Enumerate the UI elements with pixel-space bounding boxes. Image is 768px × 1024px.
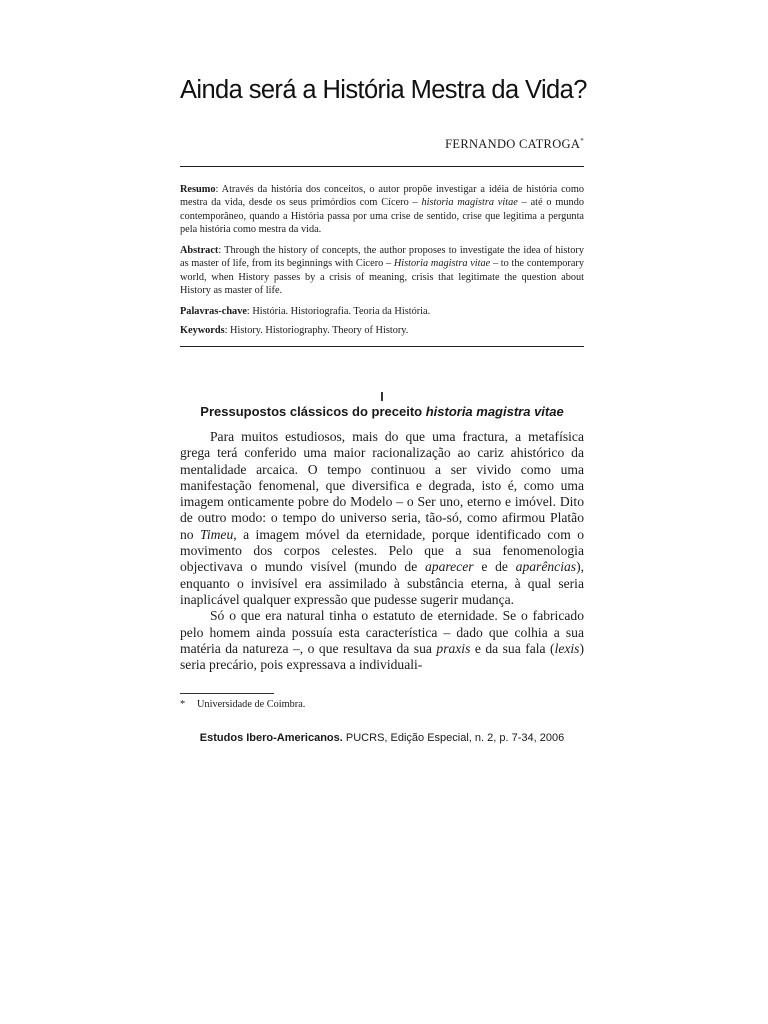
journal-details: PUCRS, Edição Especial, n. 2, p. 7-34, 2006 (342, 732, 565, 744)
p1-text-c: e de (473, 559, 516, 575)
body-paragraph-2 (180, 608, 584, 673)
keywords-portuguese (180, 305, 584, 318)
p2-text-c: ) seria precário, pois expressava a individuali- (180, 640, 585, 673)
footnote-mark: * (180, 699, 186, 710)
journal-footer (180, 732, 584, 744)
resumo-text: : Através da história dos conceitos, o autor propõe investigar a idéia de história como mestra da vida, desde os seus primórdios com Cícero – (180, 184, 584, 209)
abstract-label: Abstract (180, 245, 219, 256)
abstract-top-rule (180, 166, 584, 167)
body-paragraph-1 (180, 429, 584, 608)
p1-text-d: ), enquanto o invisível era assimilado à substância eterna, à qual seria inaplicável qualquer expressão que pudesse sugerir mudança. (180, 559, 585, 607)
resumo-paragraph (180, 183, 584, 236)
section-title-text: Pressupostos clássicos do preceito (200, 404, 426, 419)
article-title: Ainda será a História Mestra da Vida? (180, 76, 587, 104)
abstract-bottom-rule (180, 346, 584, 347)
p1-italic-aparencias: aparências (515, 559, 577, 575)
p2-text-b: e da sua fala ( (470, 640, 555, 656)
resumo-label: Resumo (180, 184, 216, 195)
p1-text-b: , a imagem móvel da eternidade, porque identificado com o movimento dos corpos celestes. Pelo que a sua fenomenologia objectivava o mundo visível (mundo de (180, 526, 584, 575)
p1-text-a: Para muitos estudiosos, mais do que uma fractura, a metafísica grega terá conferido uma maior racionalização ao cariz ahistórico da mentalidade arcaica. O tempo continuou a ser vivido como uma manifestação fenomenal, que diversifica e degrada, isto é, como uma imagem onticamente pobre do Modelo – o Ser uno, eterno e imóvel. Dito de outro modo: o tempo do universo seria, tão-só, como afirmou Platão no (180, 429, 584, 542)
keywords-pt-text: : História. Historiografia. Teoria da História. (246, 306, 431, 317)
keywords-pt-label: Palavras-chave (180, 306, 247, 317)
section-title-italic: historia magistra vitae (425, 404, 564, 419)
keywords-en-label: Keywords (180, 325, 225, 336)
abstract-italic-term: Historia magistra vitae (393, 258, 491, 270)
footnote (180, 699, 584, 710)
body-text (180, 429, 584, 673)
author-name-text: FERNANDO CATROGA (445, 137, 581, 152)
section-title (180, 404, 584, 419)
keywords-en-text: : History. Historiography. Theory of History. (224, 325, 409, 336)
p2-text-a: Só o que era natural tinha o estatuto de eternidade. Se o fabricado pelo homem ainda possuía esta característica – dado que colhia a sua matéria da natureza –, o que resultava da sua (180, 608, 584, 656)
p2-italic-lexis: lexis (554, 640, 580, 656)
abstract-text: : Through the history of concepts, the author proposes to investigate the idea of history as master of life, from its beginnings with Cicero – (180, 245, 584, 270)
author-footnote-mark: * (580, 137, 584, 145)
journal-name: Estudos Ibero-Americanos. (199, 732, 343, 744)
author-name (360, 137, 584, 152)
resumo-text-end: – até o mundo contemporâneo, quando a História passa por uma crise de sentido, crise que legitima a pergunta pela história como mestra da vida. (180, 197, 584, 235)
p2-italic-praxis: praxis (436, 640, 471, 656)
keywords-english (180, 324, 584, 337)
footnote-text: Universidade de Coimbra. (197, 699, 306, 710)
resumo-italic-term: historia magistra vitae (421, 197, 518, 209)
section-number: I (380, 390, 384, 404)
footnote-rule (180, 693, 274, 694)
abstract-text-end: – to the contemporary world, when History passes by a crisis of meaning, crisis that legitimate the question about History as master of life. (180, 258, 584, 296)
p1-italic-timeu: Timeu (200, 526, 234, 542)
abstract-paragraph (180, 244, 584, 297)
p1-italic-aparecer: aparecer (425, 559, 474, 575)
